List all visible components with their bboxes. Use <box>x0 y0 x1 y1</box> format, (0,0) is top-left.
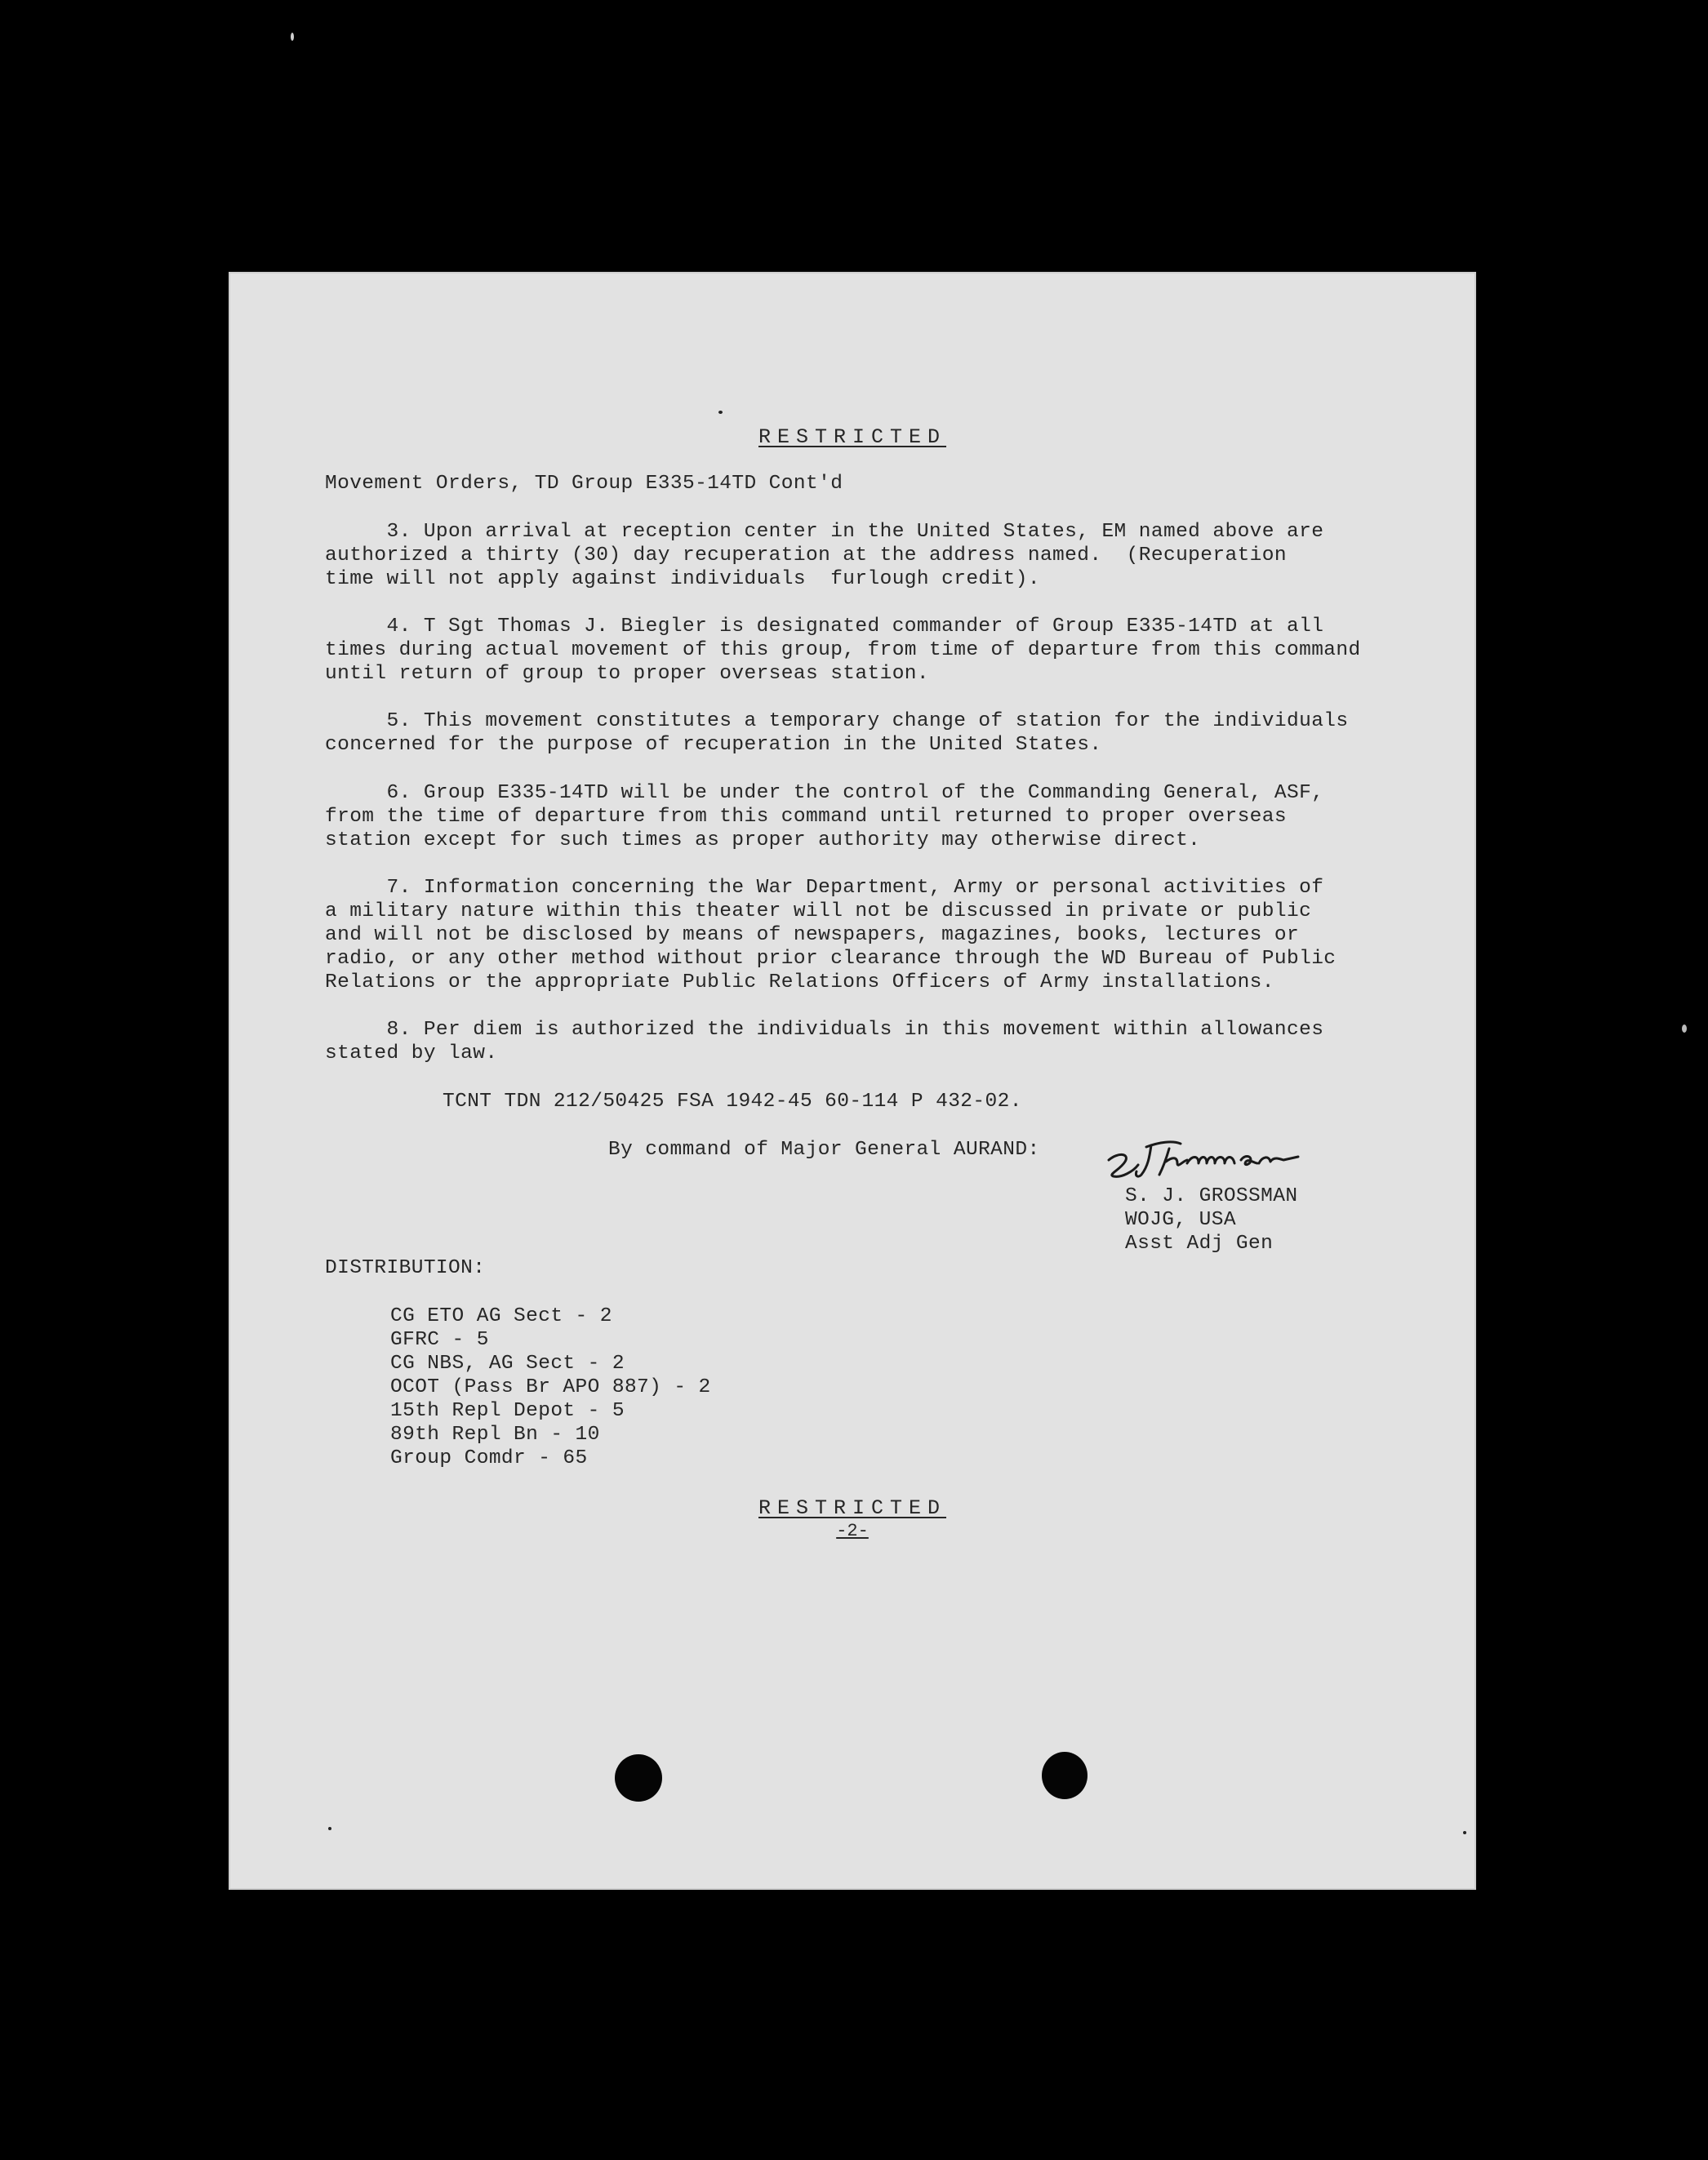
paragraph-line: 6. Group E335-14TD will be under the control of the Commanding General, ASF, <box>325 782 1324 804</box>
paragraph-line: 7. Information concerning the War Department, Army or personal activities of <box>325 877 1324 899</box>
speck <box>328 1827 331 1830</box>
signer-title: Asst Adj Gen <box>1125 1233 1274 1255</box>
paragraph-line: Relations or the appropriate Public Relations Officers of Army installations. <box>325 971 1274 993</box>
signer-name: S. J. GROSSMAN <box>1125 1185 1298 1207</box>
paragraph-line: station except for such times as proper authority may otherwise direct. <box>325 829 1201 851</box>
speck <box>1463 1831 1466 1834</box>
paragraph-line: 8. Per diem is authorized the individuals in this movement within allowances <box>325 1019 1324 1041</box>
footer-classification: RESTRICTED <box>758 1496 947 1520</box>
signer-rank: WOJG, USA <box>1125 1209 1236 1231</box>
speck <box>1682 1024 1687 1033</box>
paragraph-line: time will not apply against individuals furlough credit). <box>325 568 1040 590</box>
paragraph-line: times during actual movement of this group, from time of departure from this command <box>325 639 1361 661</box>
distribution-item: 89th Repl Bn - 10 <box>390 1424 600 1446</box>
page-number: -2- <box>836 1521 869 1541</box>
paragraph-line: 4. T Sgt Thomas J. Biegler is designated commander of Group E335-14TD at all <box>325 616 1324 638</box>
paragraph-line: until return of group to proper overseas station. <box>325 663 930 685</box>
paragraph-line: radio, or any other method without prior clearance through the WD Bureau of Public <box>325 948 1337 970</box>
punch-hole <box>615 1754 662 1802</box>
paragraph-line: stated by law. <box>325 1042 498 1064</box>
header-classification: RESTRICTED <box>758 425 947 449</box>
speck <box>718 411 723 414</box>
fiscal-citation: TCNT TDN 212/50425 FSA 1942-45 60-114 P 432-02. <box>443 1091 1022 1113</box>
speck <box>291 33 294 41</box>
document-page <box>229 272 1476 1890</box>
command-line: By command of Major General AURAND: <box>608 1139 1040 1161</box>
distribution-label: DISTRIBUTION: <box>325 1257 486 1279</box>
subject-line: Movement Orders, TD Group E335-14TD Cont'd <box>325 473 843 495</box>
paragraph-line: 5. This movement constitutes a temporary change of station for the individuals <box>325 710 1349 732</box>
distribution-item: CG ETO AG Sect - 2 <box>390 1305 612 1327</box>
distribution-item: OCOT (Pass Br APO 887) - 2 <box>390 1376 711 1398</box>
paragraph-line: 3. Upon arrival at reception center in the United States, EM named above are <box>325 521 1324 543</box>
punch-hole <box>1042 1752 1088 1799</box>
distribution-item: 15th Repl Depot - 5 <box>390 1400 625 1422</box>
paragraph-line: and will not be disclosed by means of newspapers, magazines, books, lectures or <box>325 924 1300 946</box>
paragraph-line: a military nature within this theater will not be discussed in private or public <box>325 900 1312 922</box>
distribution-item: CG NBS, AG Sect - 2 <box>390 1353 625 1375</box>
paragraph-line: from the time of departure from this command until returned to proper overseas <box>325 806 1287 828</box>
distribution-item: Group Comdr - 65 <box>390 1447 588 1469</box>
handwritten-signature <box>1102 1127 1363 1184</box>
paragraph-line: authorized a thirty (30) day recuperation at the address named. (Recuperation <box>325 544 1287 567</box>
distribution-item: GFRC - 5 <box>390 1329 489 1351</box>
paragraph-line: concerned for the purpose of recuperation in the United States. <box>325 734 1102 756</box>
